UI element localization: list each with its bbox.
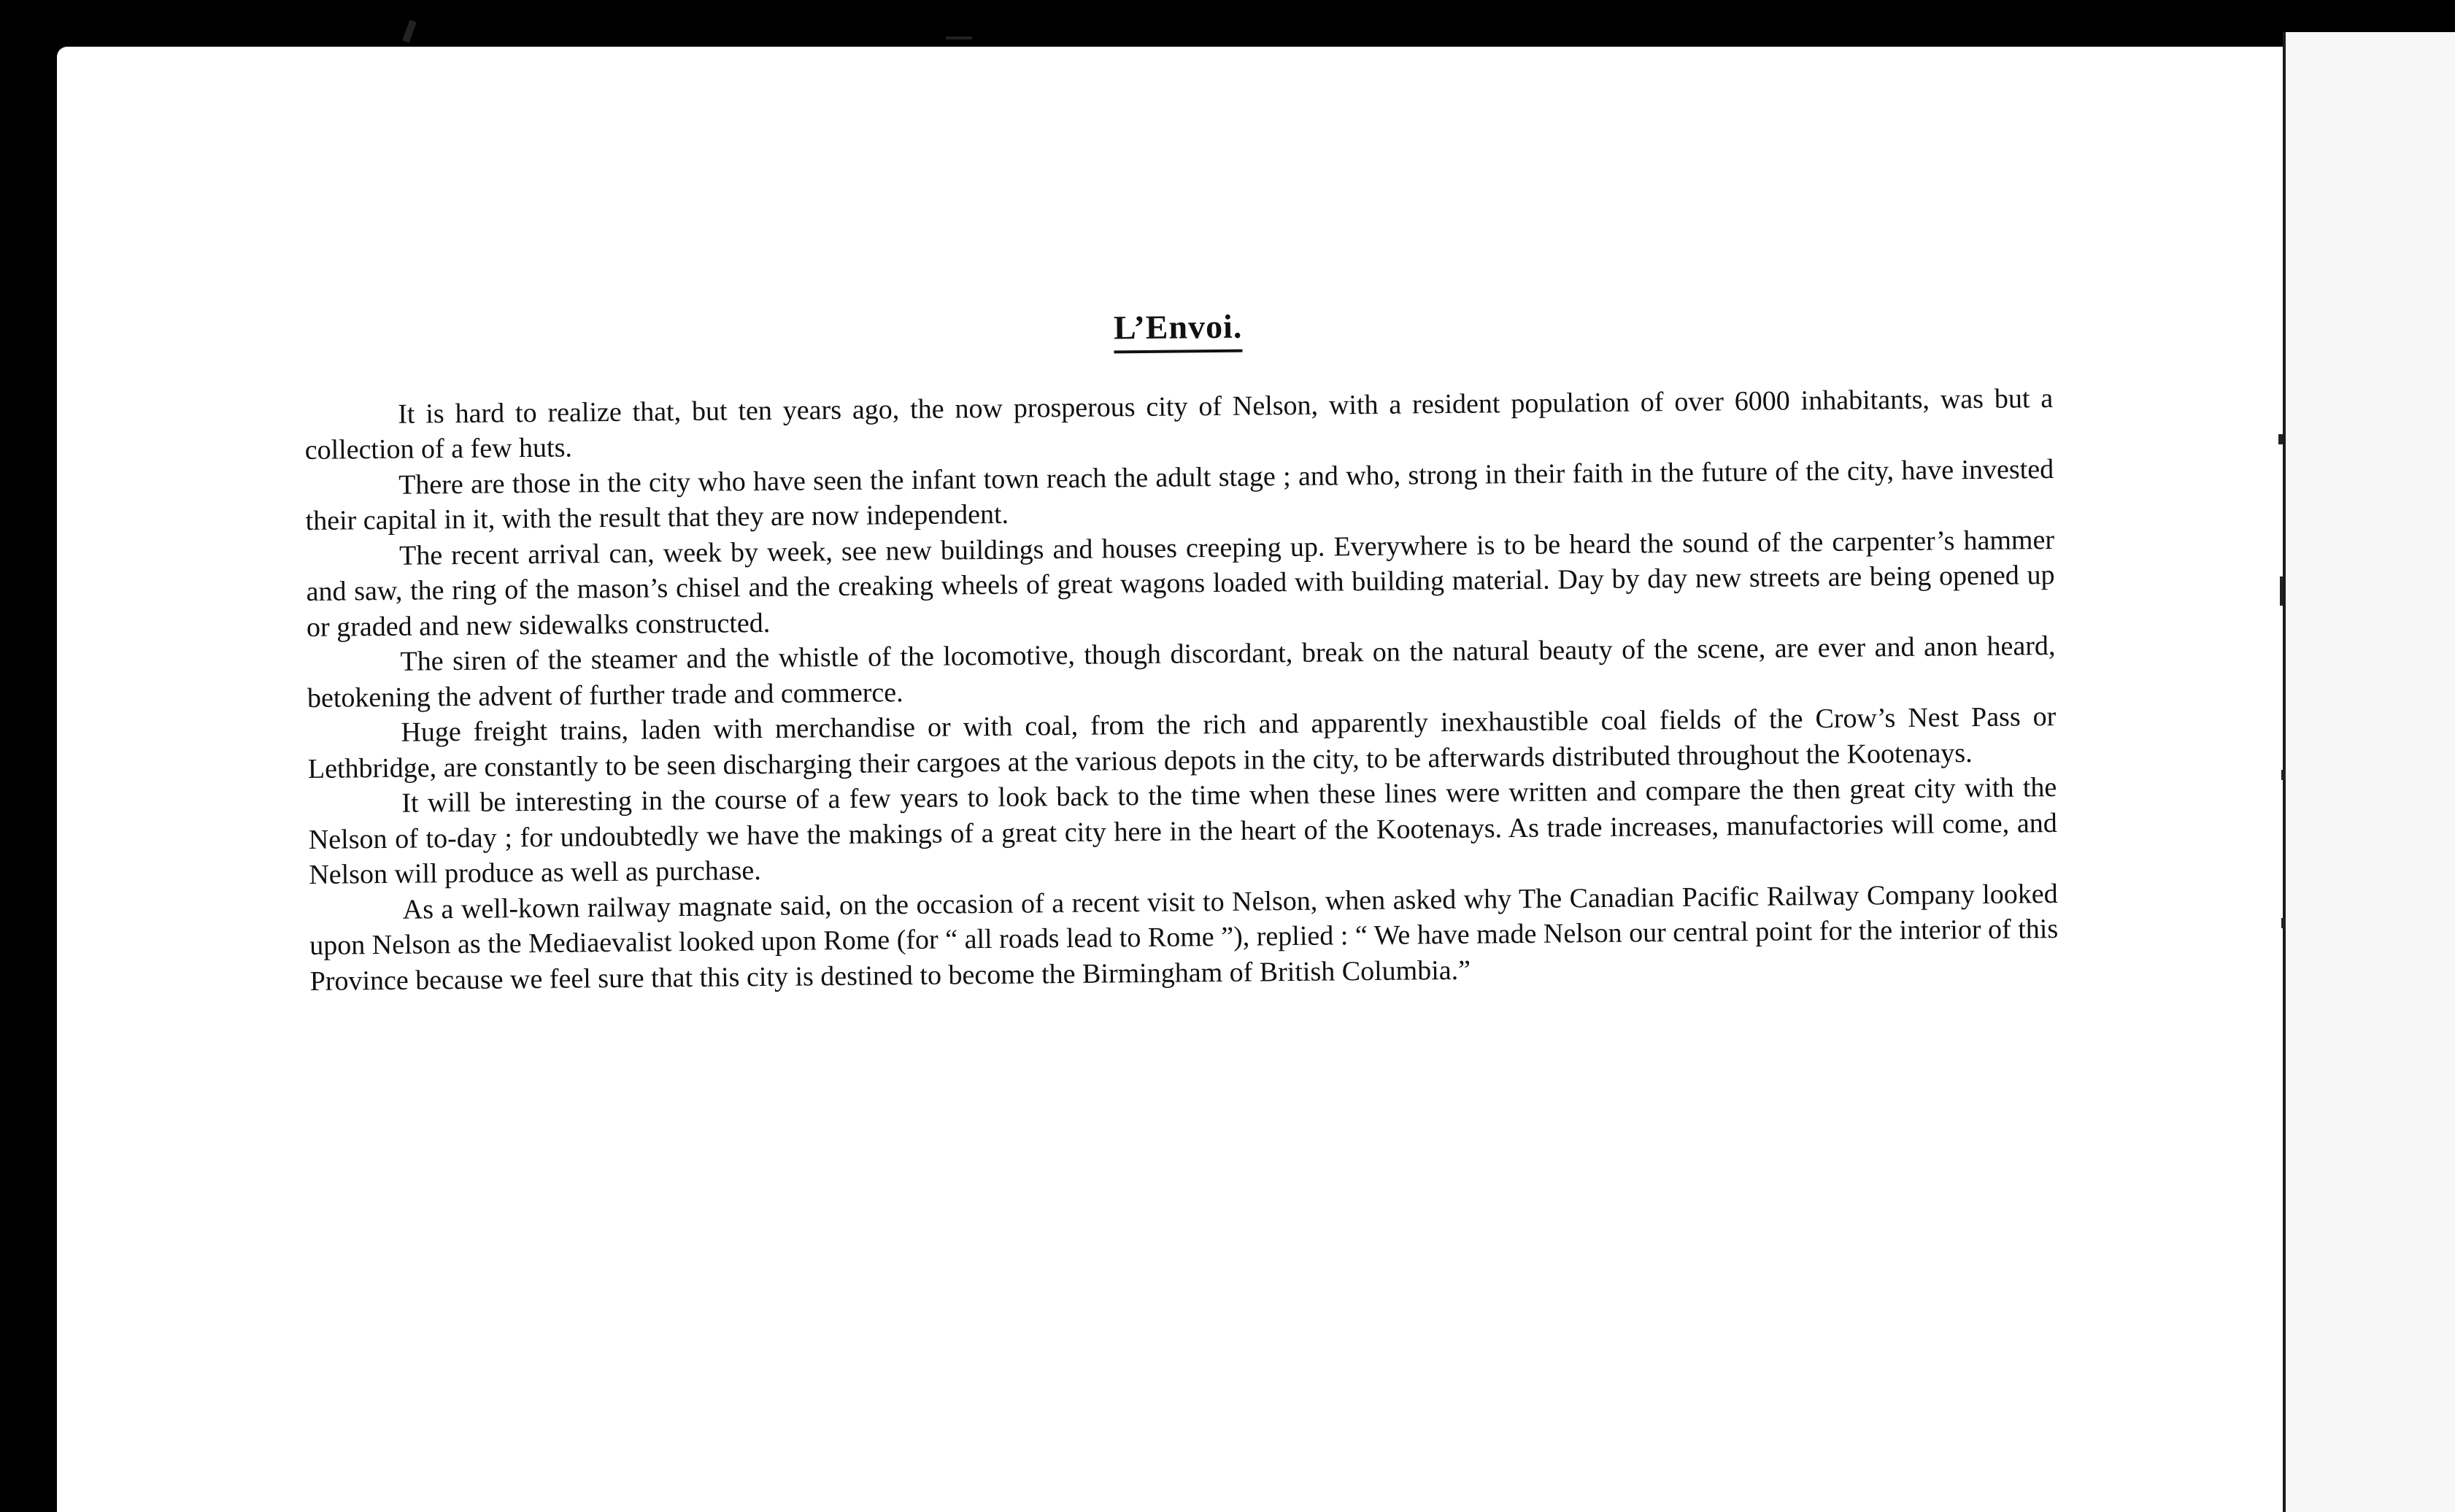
paragraph: It will be interesting in the course of a few years to look back to the time when these lines were written and compare the then great city with the Nelson of to-day ; for undoubtedly we have the makings of a great city here in the heart of the Kootenays. As trade increases, manufactories will come, and Nelson will produce as well as purchase. [308, 771, 2057, 890]
paragraph: There are those in the city who have seen the infant town reach the adult stage ; and who, strong in their faith in the future of the city, have invested their capital in it, with the result that they are now independent. [305, 453, 2054, 536]
paragraph: The siren of the steamer and the whistle of the locomotive, though discordant, break on the natural beauty of the scene, are ever and anon heard, betokening the advent of further trade and commerce. [307, 630, 2056, 714]
text-block [304, 301, 2059, 999]
facing-page-edge [2283, 32, 2455, 1512]
paragraph: As a well-kown railway magnate said, on the occasion of a recent visit to Nelson, when asked why The Canadian Pacific Railway Company looked upon Nelson as the Mediaevalist looked upon Rome (for “ all roads lead to Rome ”), replied : “ We have made Nelson our central point for the interior of this Province because we feel sure that this city is destined to become the Birmingham of British Columbia.” [309, 878, 2059, 997]
scan-speck [2281, 770, 2286, 780]
paragraph: Huge freight trains, laden with merchandise or with coal, from the rich and apparently inexhaustible coal fields of the Crow’s Nest Pass or Lethbridge, are constantly to be seen discharging their cargoes at the various depots in the city, to be afterwards distributed throughout the Kootenays. [307, 701, 2057, 784]
scan-speck [2281, 918, 2286, 928]
scan-speck [946, 36, 972, 39]
paragraph: It is hard to realize that, but ten years ago, the now prosperous city of Nelson, with a resident population of over 6000 inhabitants, was but a collection of a few huts. [304, 382, 2054, 466]
page-title-text: L’Envoi. [1114, 308, 1243, 354]
scan-speck [2280, 576, 2283, 606]
scan-speck [2278, 434, 2283, 444]
paragraph: The recent arrival can, week by week, see new buildings and houses creeping up. Everywhere is to be heard the sound of the carpenter’s hammer and saw, the ring of the mason’s chisel and the creaking wheels of great wagons loaded with building material. Day by day new streets are being opened up or graded and new sidewalks constructed. [306, 524, 2055, 643]
scan-speck [402, 20, 417, 43]
